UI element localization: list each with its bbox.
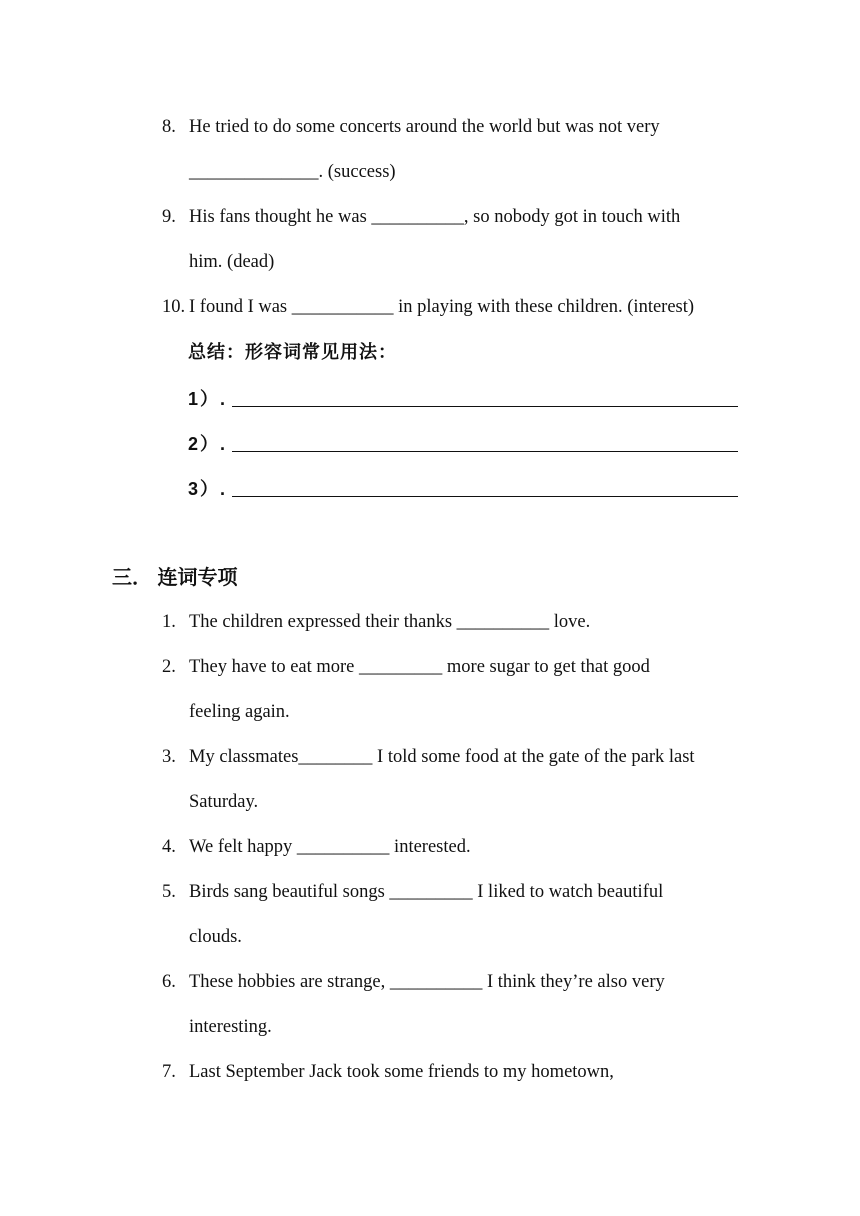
- item-text-continued: ______________. (success): [189, 162, 396, 182]
- item-text: The children expressed their thanks __________ love.: [189, 612, 591, 632]
- item-text: He tried to do some concerts around the world but was not very: [189, 117, 660, 137]
- item-number: 9.: [162, 207, 176, 227]
- item-text-continued: him. (dead): [189, 252, 275, 272]
- item-number: 4.: [162, 837, 176, 857]
- item-text: His fans thought he was __________, so nobody got in touch with: [189, 207, 681, 227]
- summary-title: 总结：形容词常见用法：: [188, 342, 397, 362]
- item-text-continued: Saturday.: [189, 792, 259, 812]
- section-heading: 三． 连词专项: [112, 567, 238, 589]
- answer-blank-line: [232, 406, 738, 407]
- item-text: I found I was ___________ in playing with these children. (interest): [189, 297, 695, 317]
- item-text-continued: feeling again.: [189, 702, 290, 722]
- item-text-continued: interesting.: [189, 1017, 272, 1037]
- item-text: These hobbies are strange, __________ I think they’re also very: [189, 972, 665, 992]
- answer-blank-line: [232, 451, 738, 452]
- item-number: 8.: [162, 117, 176, 137]
- summary-line-label: 2）.: [188, 434, 228, 454]
- item-text: We felt happy __________ interested.: [189, 837, 471, 857]
- item-number: 3.: [162, 747, 176, 767]
- item-number: 6.: [162, 972, 176, 992]
- item-text: Last September Jack took some friends to my hometown,: [189, 1062, 614, 1082]
- item-text: Birds sang beautiful songs _________ I liked to watch beautiful: [189, 882, 664, 902]
- item-text: My classmates________ I told some food at the gate of the park last: [189, 747, 695, 767]
- item-number: 1.: [162, 612, 176, 632]
- item-number: 7.: [162, 1062, 176, 1082]
- summary-line-label: 1）.: [188, 389, 228, 409]
- item-number: 10.: [162, 297, 186, 317]
- item-number: 5.: [162, 882, 176, 902]
- item-text-continued: clouds.: [189, 927, 242, 947]
- item-text: They have to eat more _________ more sugar to get that good: [189, 657, 650, 677]
- summary-line-label: 3）.: [188, 479, 228, 499]
- item-number: 2.: [162, 657, 176, 677]
- answer-blank-line: [232, 496, 738, 497]
